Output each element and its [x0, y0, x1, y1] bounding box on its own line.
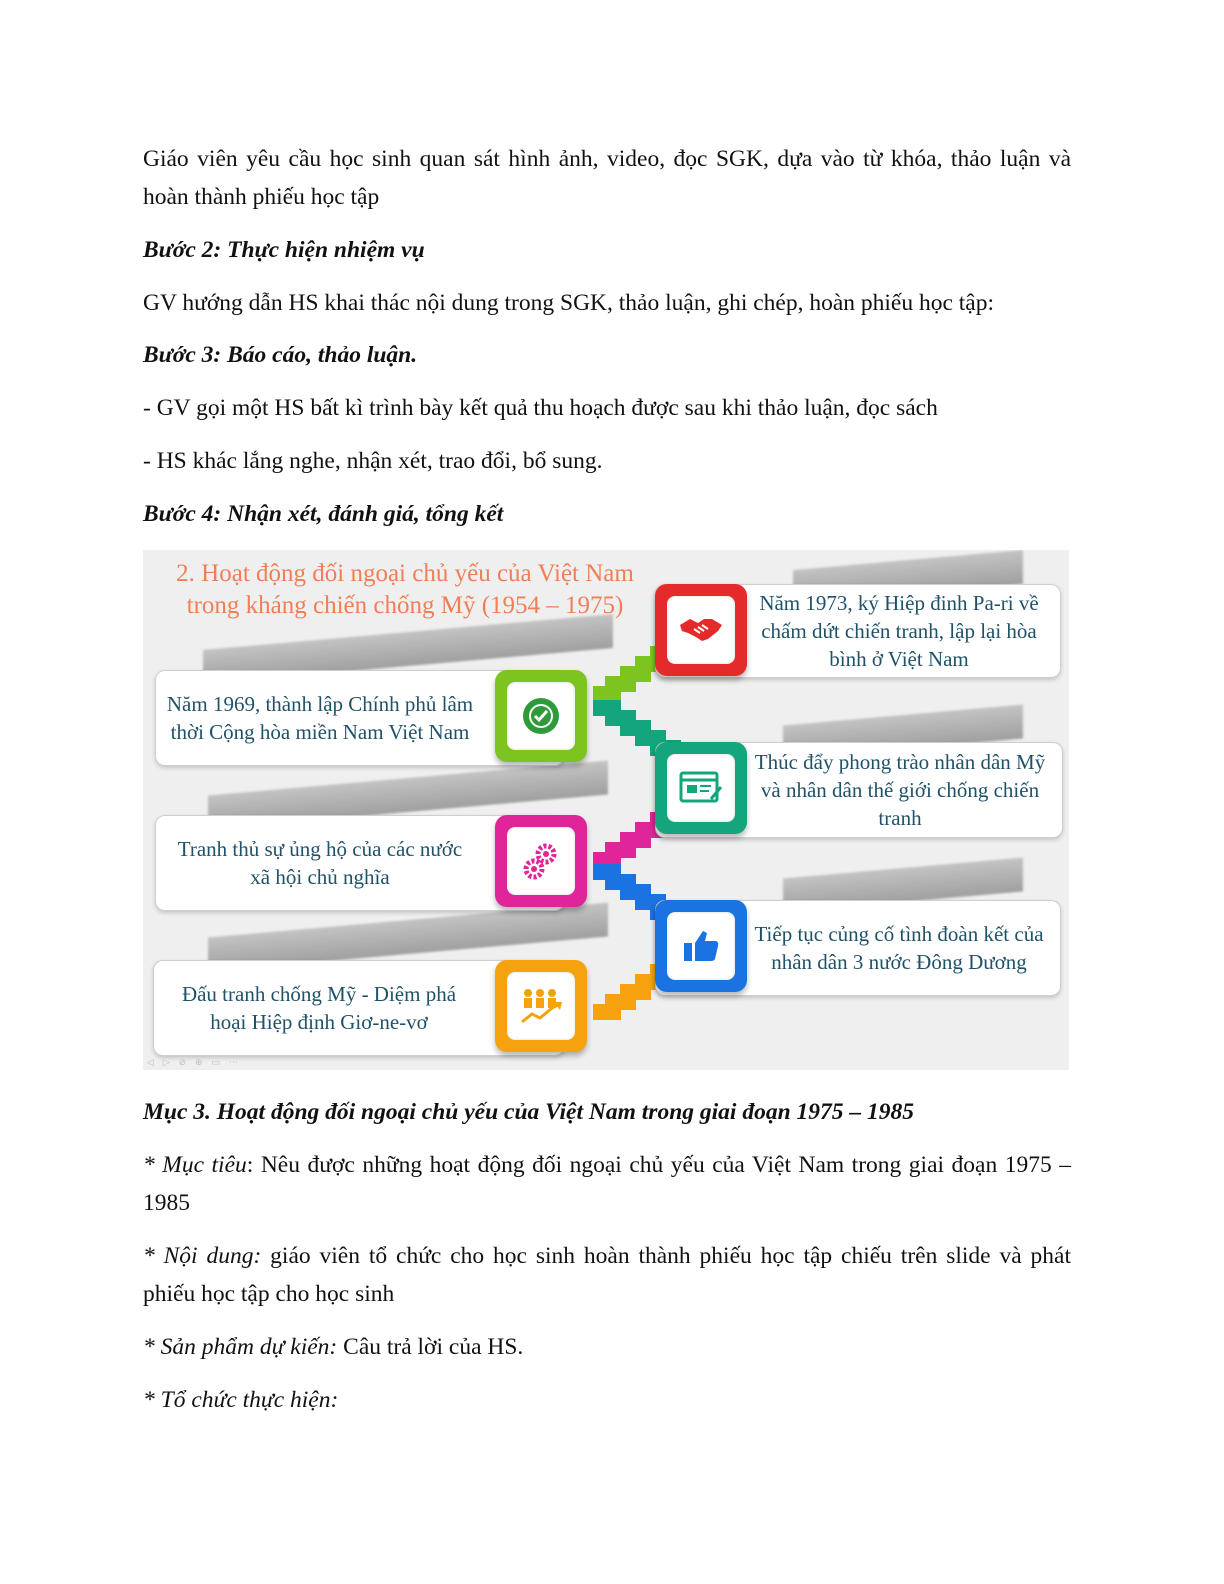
tile-green [495, 670, 587, 762]
card-paris-accord-text: Năm 1973, ký Hiệp đinh Pa-ri về chấm dứt chiến tranh, lập lại hòa bình ở Việt Nam [759, 591, 1039, 671]
step3-line2: - HS khác lắng nghe, nhận xét, trao đổi, bổ sung. [143, 448, 603, 474]
product-text: Câu trả lời của HS. [337, 1334, 524, 1360]
thumbs-up-icon [681, 926, 721, 966]
step3-line1: - GV gọi một HS bất kì trình bày kết quả thu hoạch được sau khi thảo luận, đọc sách [143, 395, 938, 421]
tile-red [655, 584, 747, 676]
objective-label: * Mục tiêu [143, 1152, 247, 1178]
card-socialist-support-text: Tranh thủ sự ủng hộ của các nước xã hội chủ nghĩa [177, 837, 463, 889]
section3-heading: Mục 3. Hoạt động đối ngoại chủ yếu của Việt Nam trong giai đoạn 1975 – 1985 [143, 1099, 915, 1125]
tile-teal [655, 742, 747, 834]
browser-edit-icon [679, 771, 723, 805]
tile-magenta [495, 815, 587, 907]
check-badge-icon [521, 696, 561, 736]
card-geneva-struggle-text: Đấu tranh chống Mỹ - Diệm phá hoại Hiệp định Giơ-ne-vơ [181, 982, 457, 1034]
people-growth-icon [518, 986, 564, 1026]
intro-paragraph: Giáo viên yêu cầu học sinh quan sát hình ảnh, video, đọc SGK, dựa vào từ khóa, thảo luận và hoàn thành phiếu học tập [143, 146, 1071, 210]
content-label: * Nội dung: [143, 1243, 262, 1269]
organize-label: * Tổ chức thực hiện: [143, 1387, 339, 1413]
tile-blue [655, 900, 747, 992]
slide-controls: ◁ ▷ ⊘ ⊕ ▭ ⋯ [147, 1058, 241, 1068]
card-provisional-government-text: Năm 1969, thành lập Chính phủ lâm thời Cộng hòa miền Nam Việt Nam [166, 692, 474, 744]
step2-text: GV hướng dẫn HS khai thác nội dung trong SGK, thảo luận, ghi chép, hoàn phiếu học tập: [143, 290, 995, 316]
objective-paragraph [143, 1146, 1071, 1222]
step3-heading: Bước 3: Báo cáo, thảo luận. [143, 342, 418, 368]
handshake-icon [678, 615, 724, 645]
tile-orange [495, 960, 587, 1052]
card-peace-movement-text: Thúc đẩy phong trào nhân dân Mỹ và nhân dân thế giới chống chiến tranh [754, 750, 1046, 830]
step4-heading: Bước 4: Nhận xét, đánh giá, tổng kết [143, 501, 504, 527]
objective-text: : Nêu được những hoạt động đối ngoại chủ yếu của Việt Nam trong giai đoạn 1975 – 1985 [143, 1152, 1071, 1216]
slide-title: 2. Hoạt động đối ngoại chủ yếu của Việt Nam trong kháng chiến chống Mỹ (1954 – 1975) [176, 560, 634, 619]
content-text: giáo viên tổ chức cho học sinh hoàn thành phiếu học tập chiếu trên slide và phát phiếu học tập cho học sinh [143, 1243, 1071, 1307]
gears-icon [521, 841, 561, 881]
infographic-slide [143, 550, 1069, 1070]
product-label: * Sản phẩm dự kiến: [143, 1334, 338, 1360]
step2-heading: Bước 2: Thực hiện nhiệm vụ [143, 237, 425, 263]
product-paragraph [143, 1328, 1071, 1366]
content-paragraph [143, 1237, 1071, 1313]
card-indochina-solidarity-text: Tiếp tục củng cố tình đoàn kết của nhân dân 3 nước Đông Dương [754, 922, 1044, 974]
